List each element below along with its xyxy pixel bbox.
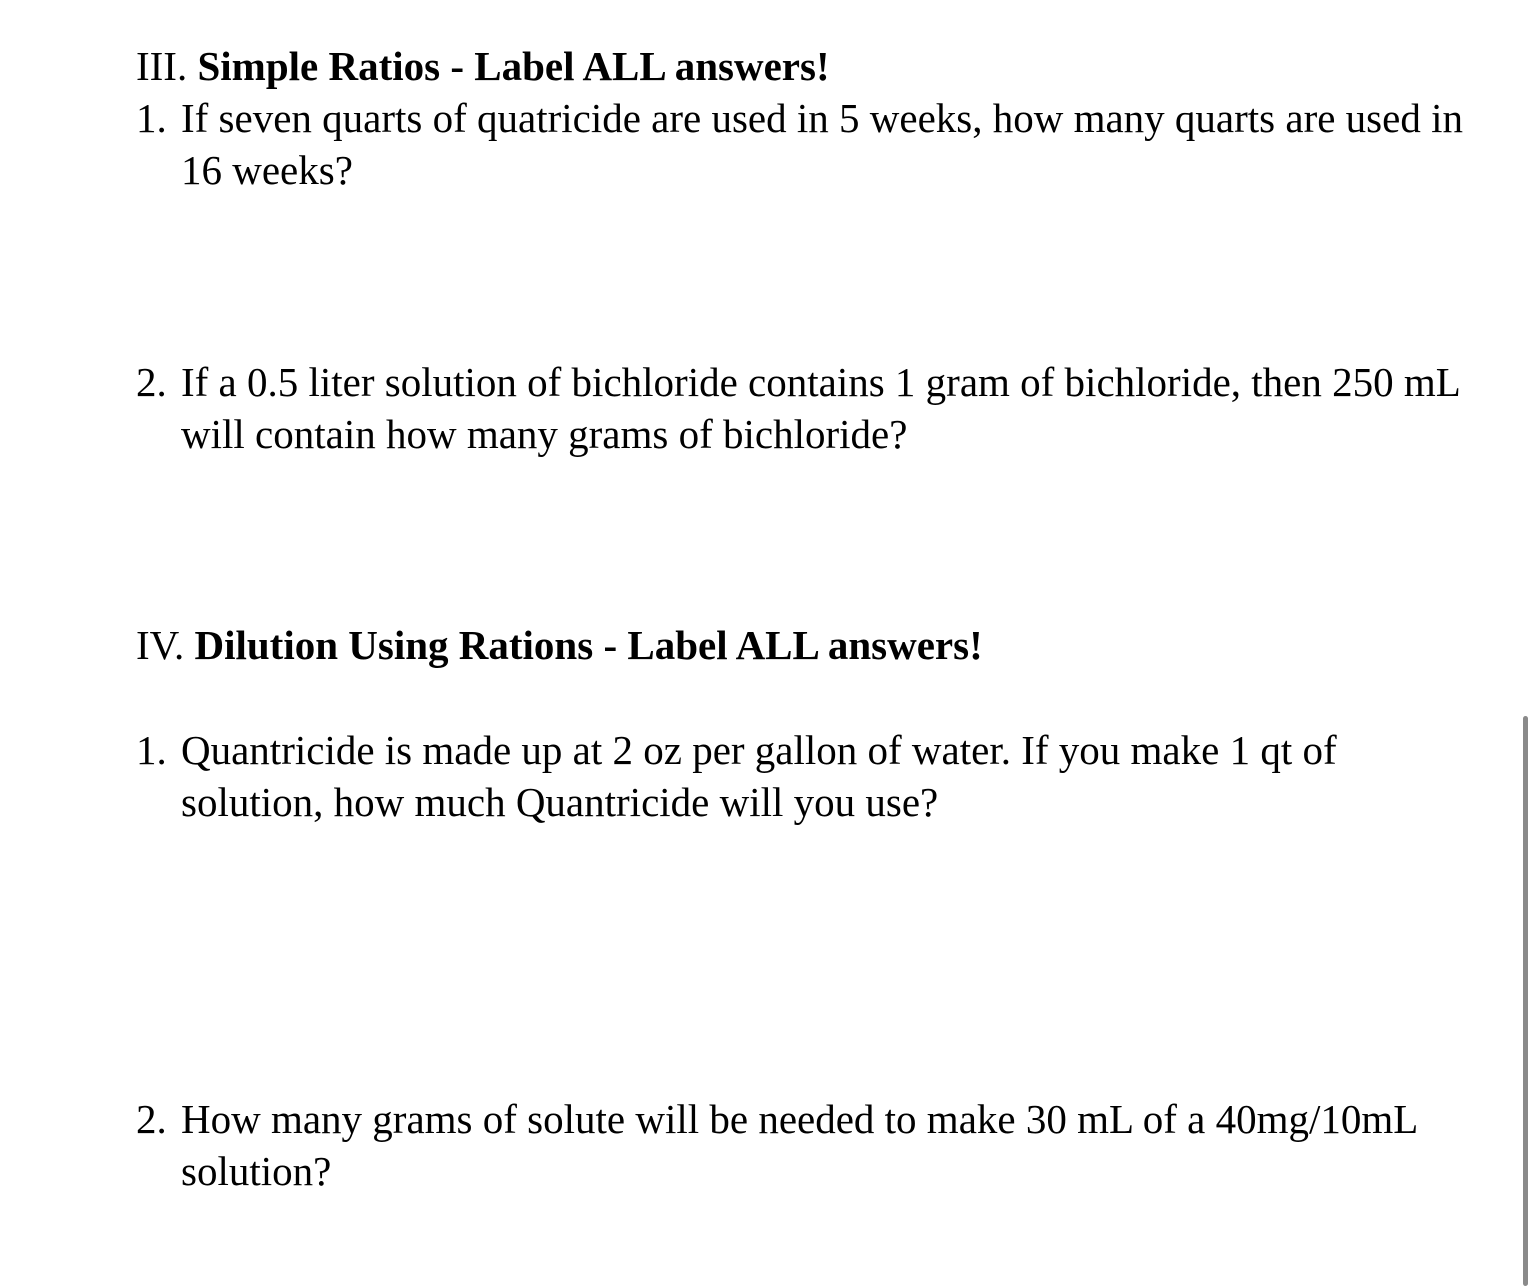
section-title: Dilution Using Rations - Label ALL answers! — [194, 622, 983, 668]
question-number: 2. — [136, 359, 167, 405]
vertical-scrollbar[interactable] — [1523, 716, 1528, 1286]
question-text: Quantricide is made up at 2 oz per gallon of water. If you make 1 qt of solution, how much Quantricide will you use? — [181, 727, 1337, 825]
section-title: Simple Ratios - Label ALL answers! — [197, 43, 830, 89]
question-iii-1 — [136, 92, 1476, 196]
question-text: How many grams of solute will be needed to make 30 mL of a 40mg/10mL solution? — [181, 1096, 1417, 1194]
question-number: 1. — [136, 95, 167, 141]
question-iv-2 — [136, 1093, 1476, 1197]
question-iii-2 — [136, 356, 1476, 460]
section-heading-iv — [136, 619, 983, 671]
question-text: If seven quarts of quatricide are used in 5 weeks, how many quarts are used in 16 weeks? — [181, 95, 1463, 193]
section-numeral: IV. — [136, 622, 185, 668]
section-numeral: III. — [136, 43, 188, 89]
question-number: 2. — [136, 1096, 167, 1142]
section-heading-iii — [136, 40, 830, 92]
question-iv-1 — [136, 724, 1476, 828]
question-number: 1. — [136, 727, 167, 773]
question-text: If a 0.5 liter solution of bichloride contains 1 gram of bichloride, then 250 mL will contain how many grams of bichloride? — [181, 359, 1460, 457]
